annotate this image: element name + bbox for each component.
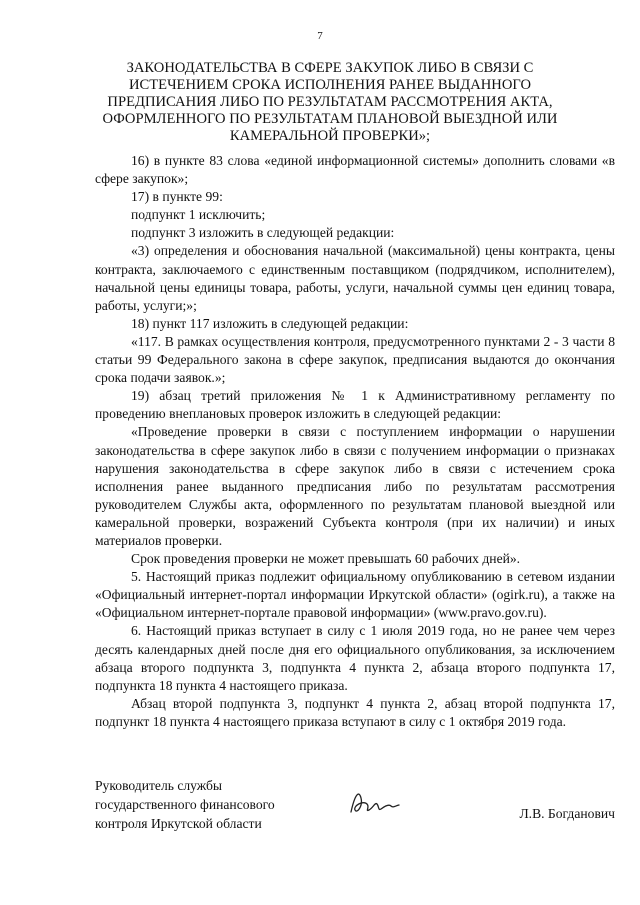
paragraph-5: 5. Настоящий приказ подлежит официальному опубликованию в сетевом издании «Официальный интернет-портал информации Иркутской области» (ogirk.ru), а также на «Официальном интернет-портале правовой информации» (www.pravo.gov.ru). <box>95 569 615 621</box>
signatory-name: Л.В. Богданович <box>519 806 615 821</box>
signatory-position <box>95 776 335 833</box>
paragraph-subpoint-1: подпункт 1 исключить; <box>131 207 266 223</box>
paragraph-deadline: Срок проведения проверки не может превышать 60 рабочих дней». <box>131 551 521 567</box>
paragraph-6: 6. Настоящий приказ вступает в силу с 1 июля 2019 года, но не ранее чем через десять календарных дней после дня его официального опубликования, за исключением абзаца второго подпункта 3, подпункта 4 пункта 2, абзаца второго подпункта 17, подпункта 18 пункта 4 настоящего приказа. <box>95 623 615 693</box>
signature-block <box>95 776 615 836</box>
page-number: 7 <box>317 30 323 42</box>
paragraph-quote-117: «117. В рамках осуществления контроля, предусмотренного пунктами 2 - 3 части 8 статьи 99 Федерального закона в сфере закупок, предписания выдаются до окончания срока подачи заявок.»; <box>95 333 615 386</box>
document-body <box>95 152 615 731</box>
paragraph-quote-appendix: «Проведение проверки в связи с поступлением информации о нарушении законодательства в сфере закупок либо в связи с получением информации о признаках нарушения законодательства в сфере закупок либо в связи с истечением срока исполнения ранее выданного предписания либо по результатам рассмотрения руководителем Службы акта, оформленного по результатам плановой выездной или камеральной проверки, возражений Субъекта контроля (при их наличии) и иных материалов проверки. <box>95 424 615 548</box>
paragraph-17: 17) в пункте 99: <box>131 189 223 205</box>
handwritten-signature-icon <box>345 784 405 824</box>
paragraph-quote-3: «3) определения и обоснования начальной (максимальной) цены контракта, цены контракта, заключаемого с единственным поставщиком (подрядчиком, исполнителем), начальной цены единицы товара, работы, услуги, начальной суммы цен единиц товара, работы, услуги;»; <box>95 243 615 313</box>
paragraph-16: 16) в пункте 83 слова «единой информационной системы» дополнить словами «в сфере закупок»; <box>95 153 615 187</box>
position-line: государственного финансового <box>95 797 275 812</box>
position-line: Руководитель службы <box>95 778 223 793</box>
paragraph-subpoint-3: подпункт 3 изложить в следующей редакции: <box>131 225 395 241</box>
paragraph-effective-date: Абзац второй подпункта 3, подпункт 4 пункта 2, абзац второй подпункта 17, подпункт 18 пункта 4 настоящего приказа вступают в силу с 1 октября 2019 года. <box>95 695 615 729</box>
position-line: контроля Иркутской области <box>95 816 262 831</box>
paragraph-18: 18) пункт 117 изложить в следующей редакции: <box>131 315 409 331</box>
paragraph-19: 19) абзац третий приложения № 1 к Административному регламенту по проведению внеплановых проверок изложить в следующей редакции: <box>95 388 615 422</box>
section-heading: ЗАКОНОДАТЕЛЬСТВА В СФЕРЕ ЗАКУПОК ЛИБО В СВЯЗИ С ИСТЕЧЕНИЕМ СРОКА ИСПОЛНЕНИЯ РАНЕЕ ВЫДАННОГО ПРЕДПИСАНИЯ ЛИБО ПО РЕЗУЛЬТАТАМ РАССМОТРЕНИЯ АКТА, ОФОРМЛЕННОГО ПО РЕЗУЛЬТАТАМ ПЛАНОВОЙ ВЫЕЗДНОЙ ИЛИ КАМЕРАЛЬНОЙ ПРОВЕРКИ»; <box>102 60 558 144</box>
